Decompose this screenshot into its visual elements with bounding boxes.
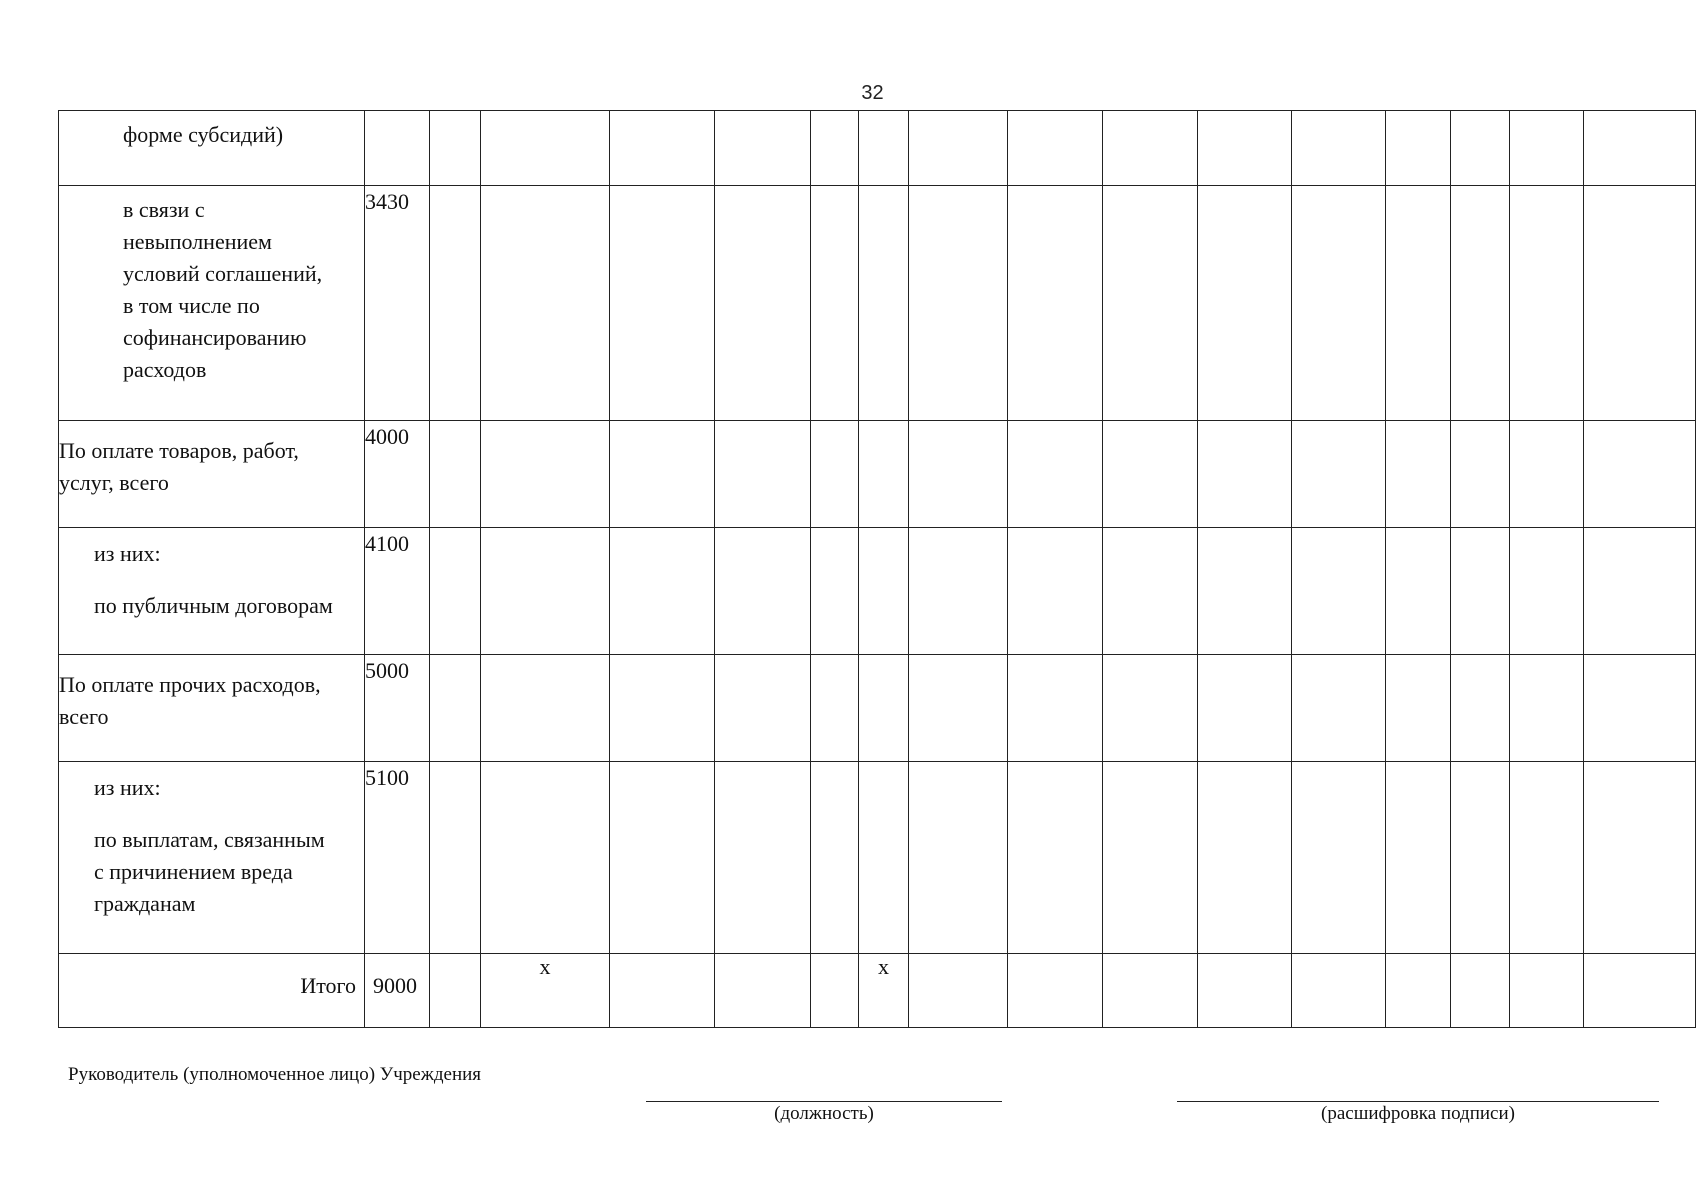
row-label <box>59 655 365 762</box>
x-mark: x <box>859 954 909 1028</box>
position-caption: (должность) <box>774 1103 874 1124</box>
row-label <box>59 421 365 528</box>
name-caption: (расшифровка подписи) <box>1321 1103 1515 1124</box>
total-label: Итого <box>59 954 365 1028</box>
label-line: По оплате прочих расходов, <box>59 672 321 697</box>
position-signature-line <box>646 1101 1002 1102</box>
table-row <box>59 655 1696 762</box>
total-row <box>59 954 1696 1028</box>
label-line: в связи с <box>123 197 205 222</box>
table-row <box>59 528 1696 655</box>
label-line: с причинением вреда <box>94 859 293 884</box>
row-code <box>365 111 430 186</box>
row-code: 4100 <box>365 528 430 655</box>
table-row <box>59 111 1696 186</box>
row-label <box>59 528 365 655</box>
label-line: по публичным договорам <box>94 593 333 618</box>
label-line: в том числе по <box>123 293 260 318</box>
label-line: из них: <box>94 541 161 566</box>
row-code: 5100 <box>365 762 430 954</box>
signature-title: Руководитель (уполномоченное лицо) Учреждения <box>68 1064 482 1085</box>
row-code: 4000 <box>365 421 430 528</box>
page-number: 32 <box>861 82 884 104</box>
report-table <box>58 110 1696 1028</box>
label-line: по выплатам, связанным <box>94 827 325 852</box>
row-code: 9000 <box>365 954 430 1028</box>
label-line: расходов <box>123 357 207 382</box>
row-code: 5000 <box>365 655 430 762</box>
label-line: условий соглашений, <box>123 261 323 286</box>
row-label <box>59 186 365 421</box>
label-line: По оплате товаров, работ, <box>59 438 299 463</box>
label-line: софинансированию <box>123 325 307 350</box>
table-row <box>59 421 1696 528</box>
label-line: услуг, всего <box>59 470 169 495</box>
name-signature-line <box>1177 1101 1659 1102</box>
table-row <box>59 762 1696 954</box>
table-row <box>59 186 1696 421</box>
row-label <box>59 762 365 954</box>
row-code: 3430 <box>365 186 430 421</box>
row-label <box>59 111 365 186</box>
label-line: гражданам <box>94 891 196 916</box>
label-line: из них: <box>94 775 161 800</box>
label-line: невыполнением <box>123 229 272 254</box>
label-line: форме субсидий) <box>123 122 284 147</box>
label-line: всего <box>59 704 109 729</box>
x-mark: x <box>481 954 610 1028</box>
